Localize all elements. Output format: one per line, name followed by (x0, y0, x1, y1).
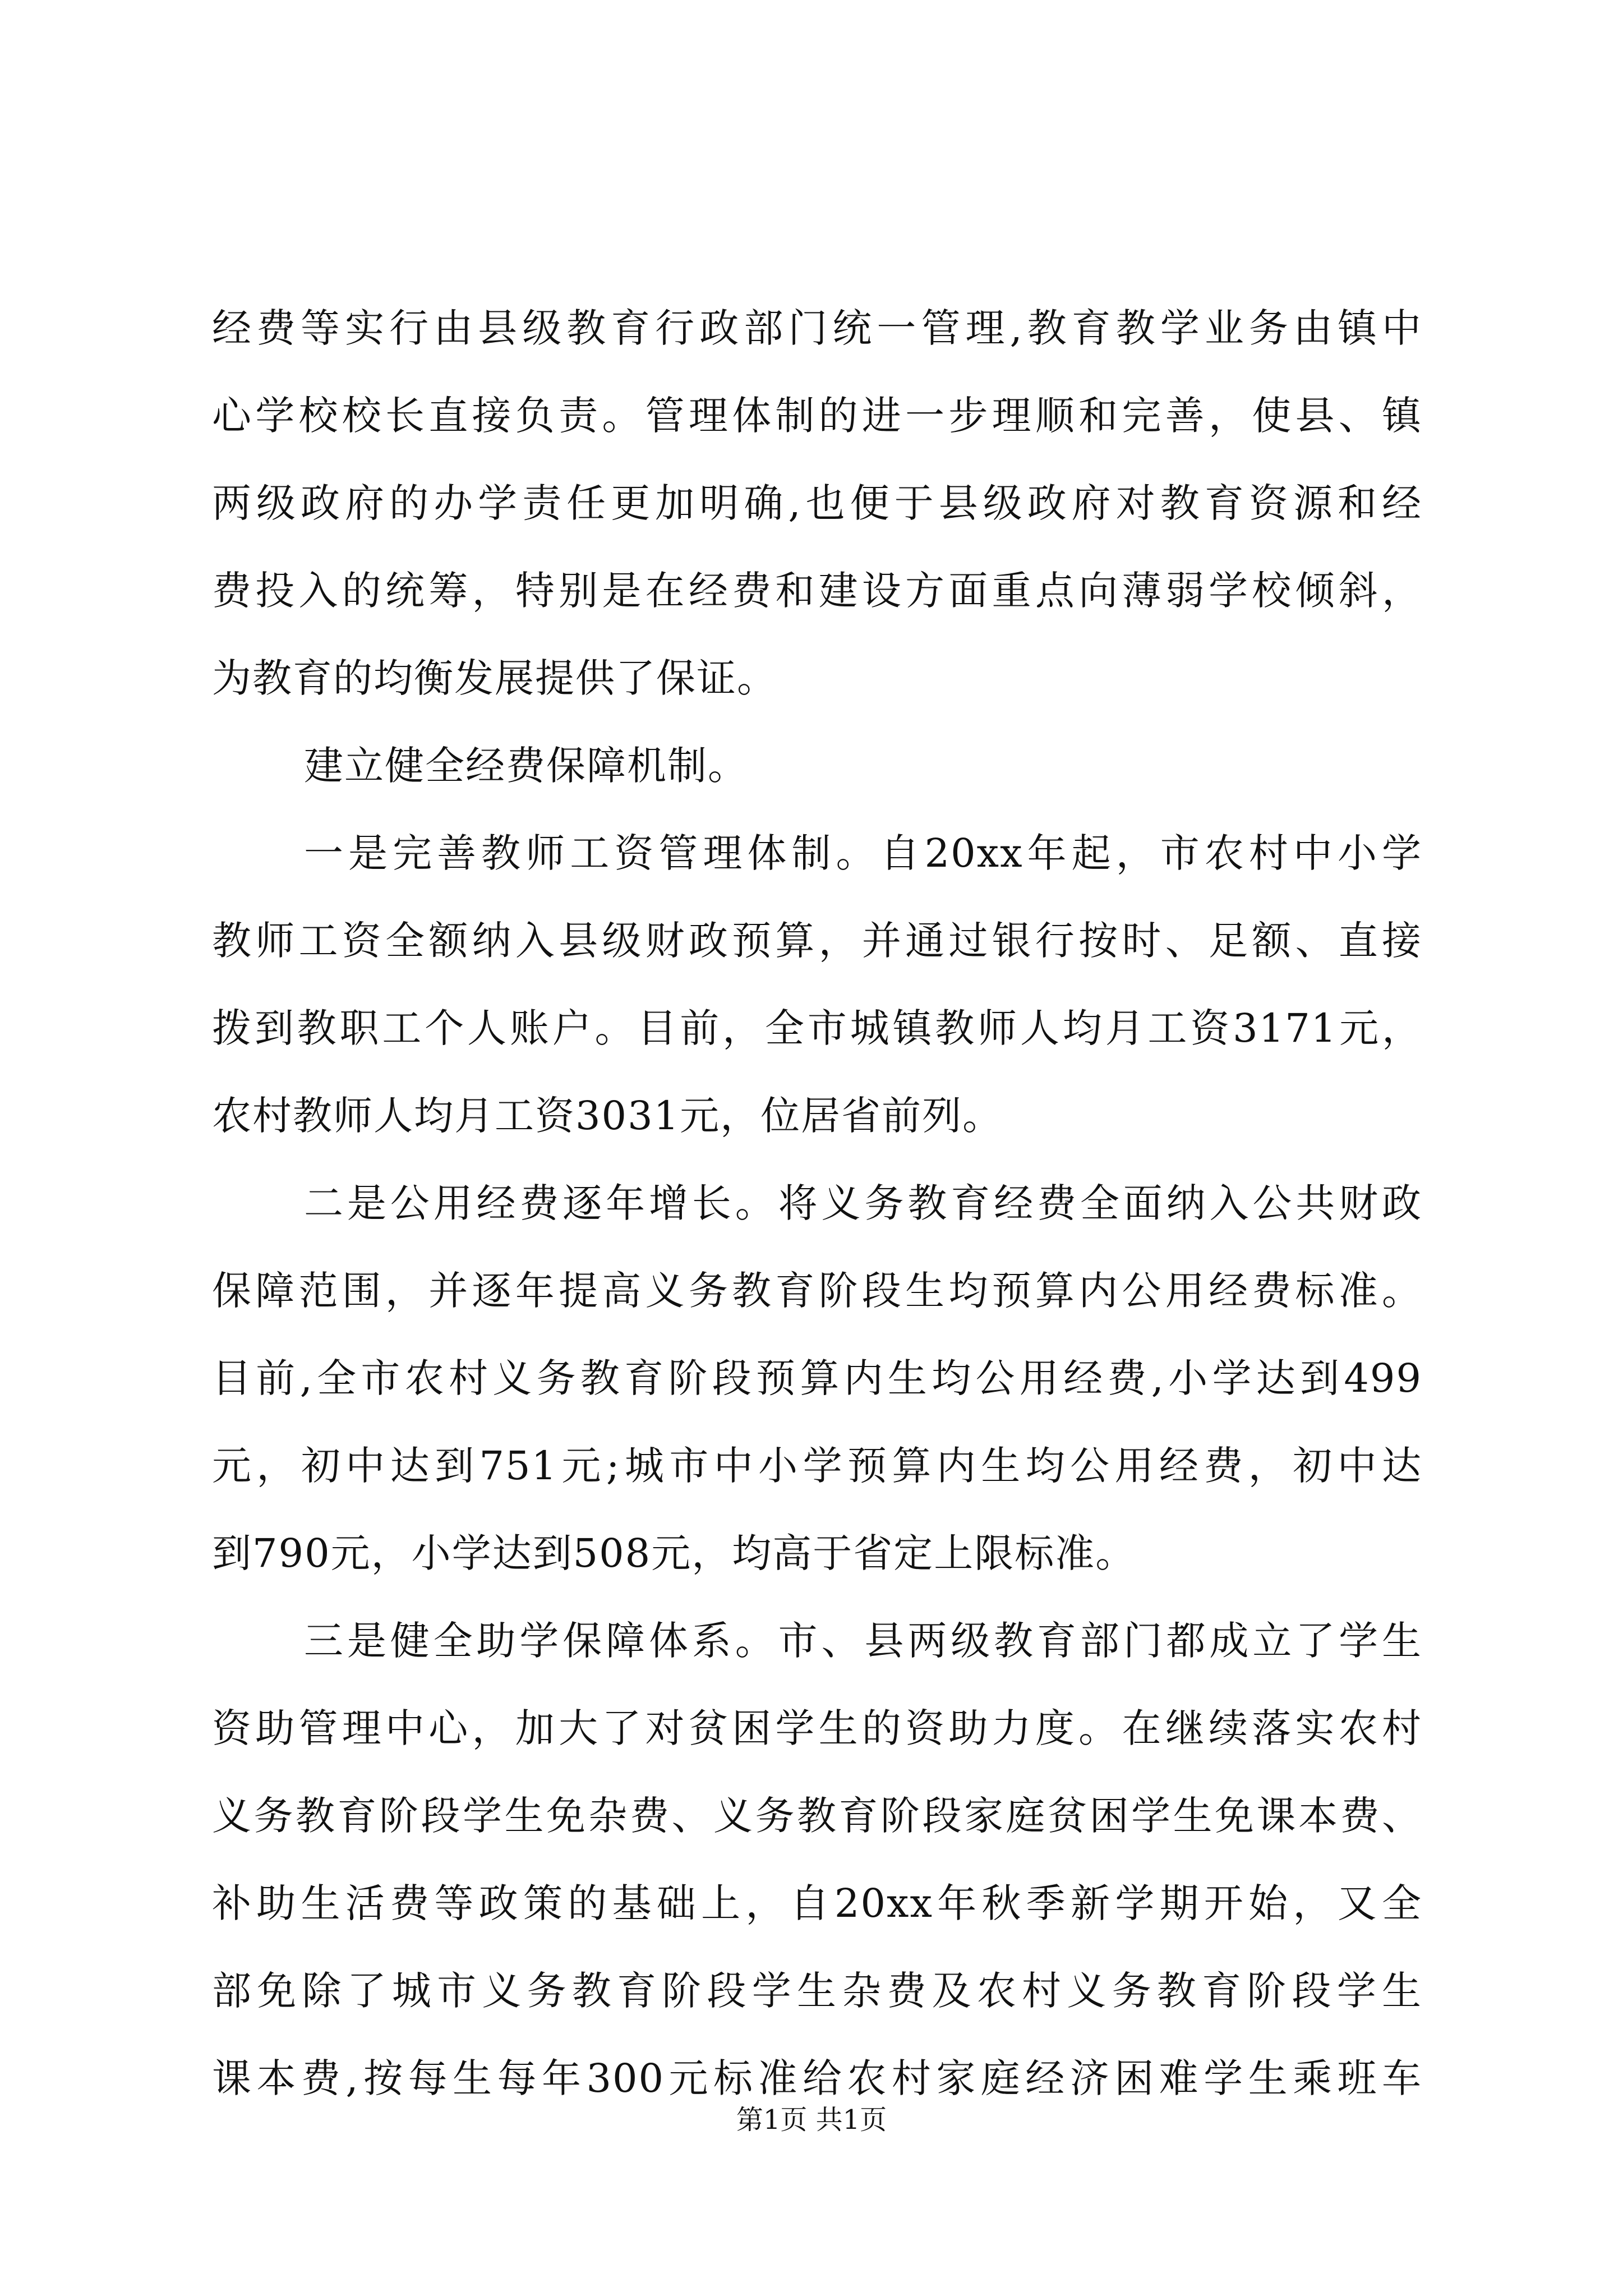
text-line: 费投入的统筹，特别是在经费和建设方面重点向薄弱学校倾斜， (212, 568, 1422, 614)
text-line: 教师工资全额纳入县级财政预算，并通过银行按时、足额、直接 (212, 918, 1422, 964)
text-line: 两级政府的办学责任更加明确,也便于县级政府对教育资源和经 (212, 480, 1422, 526)
text-line: 二是公用经费逐年增长。将义务教育经费全面纳入公共财政 (304, 1180, 1422, 1226)
text-line: 心学校校长直接负责。管理体制的进一步理顺和完善，使县、镇 (212, 393, 1422, 439)
text-line: 经费等实行由县级教育行政部门统一管理,教育教学业务由镇中 (212, 305, 1422, 351)
text-line: 义务教育阶段学生免杂费、义务教育阶段家庭贫困学生免课本费、 (212, 1793, 1422, 1839)
text-line: 保障范围，并逐年提高义务教育阶段生均预算内公用经费标准。 (212, 1268, 1422, 1314)
text-line: 补助生活费等政策的基础上，自20xx年秋季新学期开始，又全 (212, 1880, 1422, 1926)
text-line: 一是完善教师工资管理体制。自20xx年起，市农村中小学 (304, 830, 1422, 876)
text-line: 元，初中达到751元;城市中小学预算内生均公用经费，初中达 (212, 1443, 1422, 1489)
page-number-footer: 第1页 共1页 (736, 2104, 887, 2136)
section-heading: 建立健全经费保障机制。 (304, 743, 748, 789)
text-line: 资助管理中心，加大了对贫困学生的资助力度。在继续落实农村 (212, 1705, 1422, 1751)
text-line: 三是健全助学保障体系。市、县两级教育部门都成立了学生 (304, 1618, 1422, 1664)
text-line: 部免除了城市义务教育阶段学生杂费及农村义务教育阶段学生 (212, 1968, 1422, 2014)
text-line: 到790元，小学达到508元，均高于省定上限标准。 (212, 1530, 1136, 1576)
text-line: 课本费,按每生每年300元标准给农村家庭经济困难学生乘班车 (212, 2055, 1422, 2101)
text-line: 拨到教职工个人账户。目前，全市城镇教师人均月工资3171元， (212, 1005, 1422, 1051)
text-line: 目前,全市农村义务教育阶段预算内生均公用经费,小学达到499 (212, 1355, 1422, 1401)
text-line: 农村教师人均月工资3031元，位居省前列。 (212, 1093, 1003, 1139)
text-line: 为教育的均衡发展提供了保证。 (212, 655, 777, 701)
